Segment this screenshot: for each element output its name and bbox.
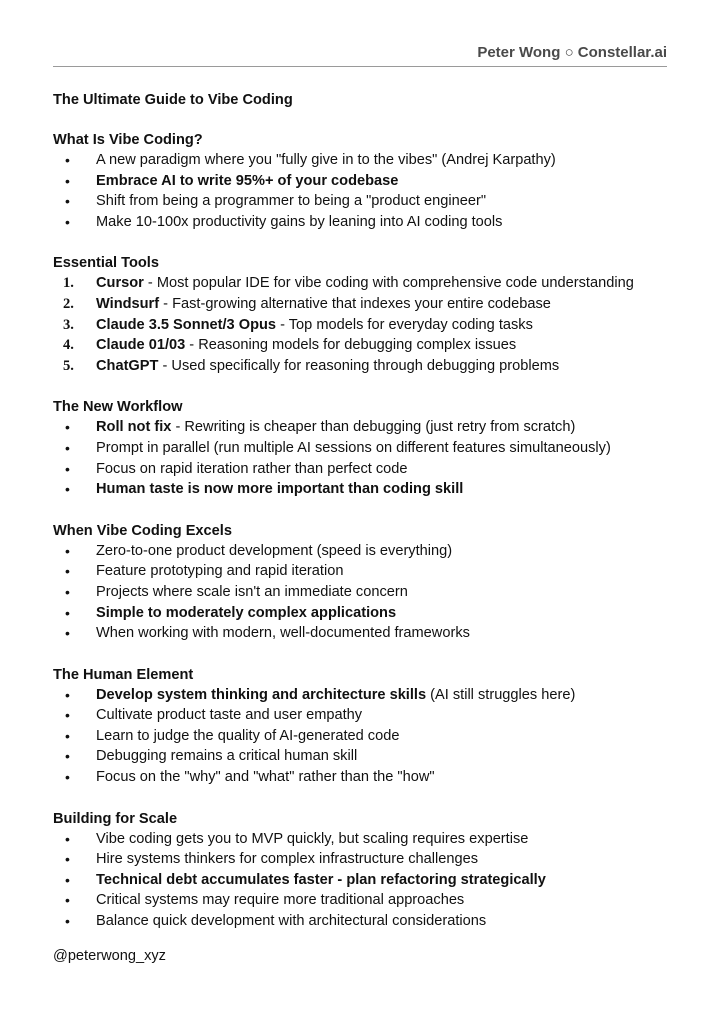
list-item [53, 870, 673, 891]
list-item [53, 829, 673, 850]
bullet-list [53, 685, 673, 788]
bullet-icon: • [65, 604, 70, 621]
bullet-icon: • [65, 686, 70, 703]
bullet-icon: • [65, 542, 70, 559]
item-bold-text: Human taste is now more important than coding skill [96, 481, 464, 498]
list-item [53, 705, 673, 726]
bullet-list [53, 417, 673, 499]
bullet-icon: • [65, 193, 70, 210]
list-item [53, 911, 673, 932]
item-text: Focus on rapid iteration rather than perfect code [96, 460, 408, 477]
list-item [53, 417, 673, 438]
bullet-list [53, 150, 673, 232]
bullet-icon: • [65, 748, 70, 765]
item-text: - Used specifically for reasoning through debugging problems [158, 357, 560, 374]
item-text: Shift from being a programmer to being a "product engineer" [96, 193, 487, 210]
item-text: Vibe coding gets you to MVP quickly, but scaling requires expertise [96, 830, 529, 847]
list-item [53, 849, 673, 870]
item-text: Critical systems may require more traditional approaches [96, 892, 465, 909]
item-text: - Top models for everyday coding tasks [276, 316, 533, 333]
org-name: Constellar.ai [577, 44, 667, 61]
bullet-icon: • [65, 913, 70, 930]
bullet-icon: • [65, 152, 70, 168]
author-handle: @peterwong_xyz [53, 948, 166, 964]
item-text: - Fast-growing alternative that indexes your entire codebase [159, 295, 551, 312]
item-text: Learn to judge the quality of AI-generated code [96, 727, 400, 744]
list-item [53, 356, 673, 377]
bullet-icon: • [65, 172, 70, 189]
list-item [53, 273, 673, 294]
bullet-icon: • [65, 727, 70, 744]
item-text: Feature prototyping and rapid iteration [96, 563, 344, 580]
list-item [53, 479, 673, 500]
list-item [53, 685, 673, 706]
numbered-list [53, 273, 673, 376]
bullet-icon: • [65, 213, 70, 230]
section-heading: Building for Scale [53, 810, 178, 827]
list-item [53, 171, 673, 192]
list-item [53, 767, 673, 788]
document-title: The Ultimate Guide to Vibe Coding [53, 92, 293, 108]
list-item [53, 212, 673, 233]
item-text: - Most popular IDE for vibe coding with comprehensive code understanding [143, 275, 634, 292]
item-text: Zero-to-one product development (speed is everything) [96, 542, 453, 559]
bullet-icon: • [65, 419, 70, 436]
bullet-list [53, 829, 673, 932]
bullet-icon: • [65, 871, 70, 888]
bullet-icon: • [65, 830, 70, 847]
bullet-icon: • [65, 563, 70, 580]
list-number: 1. [63, 275, 74, 292]
list-item [53, 561, 673, 582]
item-text: - Reasoning models for debugging complex issues [185, 337, 517, 354]
item-bold-text: ChatGPT [96, 357, 159, 374]
item-text: Debugging remains a critical human skill [96, 748, 358, 765]
section-heading: What Is Vibe Coding? [53, 132, 203, 148]
item-text: A new paradigm where you "fully give in to the vibes" (Andrej Karpathy) [96, 152, 556, 168]
header-separator: ○ [564, 44, 574, 61]
item-bold-text: Claude 01/03 [96, 337, 186, 354]
section-heading: The Human Element [53, 666, 194, 683]
item-text: - Rewriting is cheaper than debugging (just retry from scratch) [171, 419, 576, 436]
list-item [53, 459, 673, 480]
item-bold-text: Roll not fix [96, 419, 172, 436]
section-heading: When Vibe Coding Excels [53, 522, 232, 539]
item-bold-text: Simple to moderately complex applications [96, 604, 397, 621]
bullet-icon: • [65, 481, 70, 498]
sections-container [53, 130, 673, 932]
list-item [53, 541, 673, 562]
item-text: Balance quick development with architectural considerations [96, 913, 487, 930]
document-body [53, 90, 673, 953]
item-text: When working with modern, well-documented frameworks [96, 625, 470, 642]
item-bold-text: Embrace AI to write 95%+ of your codebase [96, 172, 399, 189]
item-bold-text: Develop system thinking and architecture skills [96, 686, 427, 703]
list-item [53, 582, 673, 603]
list-number: 3. [63, 316, 74, 333]
item-text: Prompt in parallel (run multiple AI sessions on different features simultaneously) [96, 439, 611, 456]
item-text: Projects where scale isn't an immediate concern [96, 583, 408, 600]
list-item [53, 335, 673, 356]
item-bold-text: Claude 3.5 Sonnet/3 Opus [96, 316, 277, 333]
item-bold-text: Technical debt accumulates faster - plan refactoring strategically [96, 871, 546, 888]
bullet-icon: • [65, 439, 70, 456]
list-item [53, 150, 673, 171]
header-rule [53, 66, 667, 67]
item-bold-text: Cursor [96, 275, 144, 292]
page-header [477, 44, 667, 61]
bullet-icon: • [65, 892, 70, 909]
list-item [53, 315, 673, 336]
list-number: 2. [63, 295, 74, 312]
item-bold-text: Windsurf [96, 295, 160, 312]
bullet-icon: • [65, 460, 70, 477]
item-text: Focus on the "why" and "what" rather than the "how" [96, 769, 435, 786]
bullet-icon: • [65, 769, 70, 786]
item-text: Cultivate product taste and user empathy [96, 707, 363, 724]
section-heading: The New Workflow [53, 399, 183, 416]
section-heading: Essential Tools [53, 255, 159, 272]
item-text: Make 10-100x productivity gains by leaning into AI coding tools [96, 213, 503, 230]
list-item [53, 191, 673, 212]
list-item [53, 623, 673, 644]
list-item [53, 438, 673, 459]
bullet-icon: • [65, 625, 70, 642]
bullet-icon: • [65, 707, 70, 724]
bullet-icon: • [65, 851, 70, 868]
author-name: Peter Wong [477, 44, 561, 61]
list-item [53, 726, 673, 747]
list-item [53, 294, 673, 315]
item-text: (AI still struggles here) [426, 686, 576, 703]
list-item [53, 746, 673, 767]
list-number: 4. [63, 337, 74, 354]
item-text: Hire systems thinkers for complex infrastructure challenges [96, 851, 479, 868]
list-number: 5. [63, 357, 74, 374]
list-item [53, 603, 673, 624]
list-item [53, 890, 673, 911]
bullet-icon: • [65, 583, 70, 600]
bullet-list [53, 541, 673, 644]
